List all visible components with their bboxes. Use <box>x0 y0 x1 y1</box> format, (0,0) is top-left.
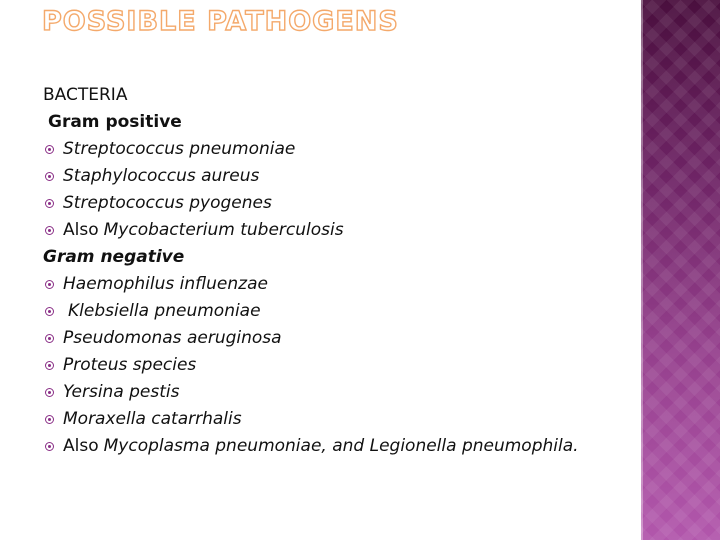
list-item <box>43 136 673 163</box>
decorative-sidebar <box>641 0 720 540</box>
diamond-pattern <box>641 0 720 540</box>
list-item-prefix: Also <box>63 220 99 240</box>
list-item-text: Pseudomonas aeruginosa <box>63 328 282 348</box>
list-item <box>43 433 673 460</box>
list-item <box>43 298 673 325</box>
list-item <box>43 163 673 190</box>
gram-negative-heading: Gram negative <box>43 247 185 267</box>
list-item-text: Proteus species <box>63 355 197 375</box>
circle-bullet-icon <box>45 361 54 370</box>
list-item-text: Moraxella catarrhalis <box>63 409 242 429</box>
list-item-text: Streptococcus pyogenes <box>63 193 272 213</box>
circle-bullet-icon <box>45 172 54 181</box>
circle-bullet-icon <box>45 307 54 316</box>
circle-bullet-icon <box>45 280 54 289</box>
list-item <box>43 271 673 298</box>
list-item <box>43 325 673 352</box>
list-item <box>43 217 673 244</box>
list-item-text: Haemophilus influenzae <box>63 274 268 294</box>
list-item <box>43 190 673 217</box>
circle-bullet-icon <box>45 145 54 154</box>
circle-bullet-icon <box>45 226 54 235</box>
circle-bullet-icon <box>45 415 54 424</box>
list-item <box>43 406 673 433</box>
circle-bullet-icon <box>45 442 54 451</box>
list-item-text: Yersina pestis <box>63 382 180 402</box>
circle-bullet-icon <box>45 388 54 397</box>
list-item-prefix: Also <box>63 436 99 456</box>
circle-bullet-icon <box>45 199 54 208</box>
bacteria-heading: BACTERIA <box>43 85 128 105</box>
list-item-text: Mycoplasma pneumoniae, and Legionella pneumophila. <box>103 436 579 456</box>
list-item <box>43 352 673 379</box>
list-item <box>43 379 673 406</box>
sidebar-edge <box>641 0 643 540</box>
slide-title: POSSIBLE PATHOGENS <box>42 6 399 37</box>
list-item-text: Klebsiella pneumoniae <box>68 301 261 321</box>
circle-bullet-icon <box>45 334 54 343</box>
list-item-text: Staphylococcus aureus <box>63 166 260 186</box>
gram-positive-heading: Gram positive <box>48 112 182 132</box>
list-item-text: Mycobacterium tuberculosis <box>103 220 344 240</box>
slide-content <box>43 82 673 460</box>
list-item-text: Streptococcus pneumoniae <box>63 139 296 159</box>
